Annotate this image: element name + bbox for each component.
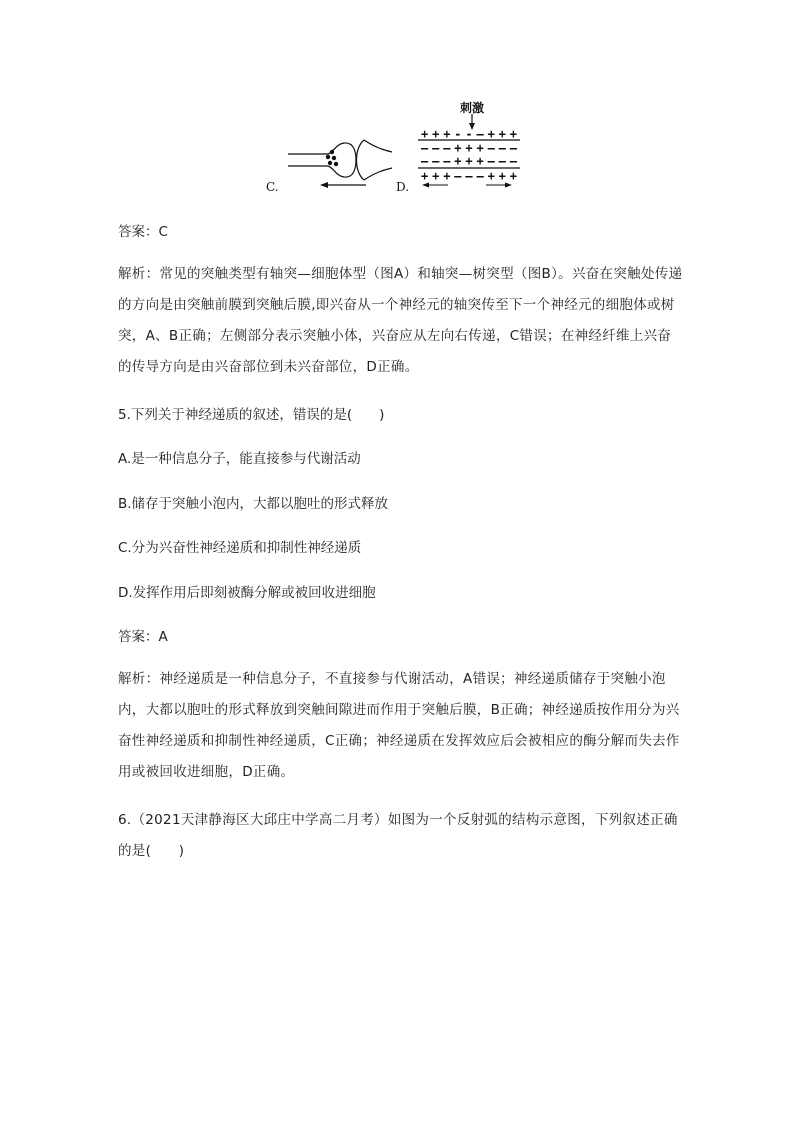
q5-stem: 5.下列关于神经递质的叙述，错误的是( ) <box>118 407 385 423</box>
q4-analysis: 解析：常见的突触类型有轴突—细胞体型（图A）和轴突—树突型（图B）。兴奋在突触处传递的方向是由突触前膜到突触后膜,即兴奋从一个神经元的轴突传至下一个神经元的细胞体或树突，A、B正确；左侧部分表示突触小体，兴奋应从左向右传递，C错误；在神经纤维上兴奋的传导方向是由兴奋部位到未兴奋部位，D正确。 <box>118 266 683 375</box>
q4-answer: 答案：C <box>118 224 168 240</box>
q5-option-c: C.分为兴奋性神经递质和抑制性神经递质 <box>118 540 362 556</box>
synapse-and-nerve-diagram <box>258 96 538 192</box>
option-d-label: D. <box>396 180 410 194</box>
q5-option-b: B.储存于突触小泡内，大都以胞吐的形式释放 <box>118 496 389 512</box>
q5-option-d: D.发挥作用后即刻被酶分解或被回收进细胞 <box>118 585 376 601</box>
charge-row-1: +++--–+++ <box>421 127 517 141</box>
q5-option-a: A.是一种信息分子，能直接参与代谢活动 <box>118 451 361 467</box>
charge-row-3: –––+++––– <box>421 154 517 168</box>
option-c-label: C. <box>266 180 279 194</box>
figure-options-cd <box>258 96 538 192</box>
q5-answer: 答案：A <box>118 629 168 645</box>
q6-stem: 6.（2021天津静海区大邱庄中学高二月考）如图为一个反射弧的结构示意图，下列叙述正确的是( ) <box>118 812 678 859</box>
stimulus-label: 刺激 <box>459 101 485 115</box>
synapse-diagram-c <box>288 140 392 188</box>
charge-row-4: +++–––+++ <box>421 169 517 183</box>
q5-analysis: 解析：神经递质是一种信息分子，不直接参与代谢活动，A错误；神经递质储存于突触小泡内，大都以胞吐的形式释放到突触间隙进而作用于突触后膜，B正确；神经递质按作用分为兴奋性神经递质和抑制性神经递质，C正确；神经递质在发挥效应后会被相应的酶分解而失去作用或被回收进细胞，D正确。 <box>118 671 680 780</box>
charge-row-2: –––+++––– <box>421 141 517 155</box>
